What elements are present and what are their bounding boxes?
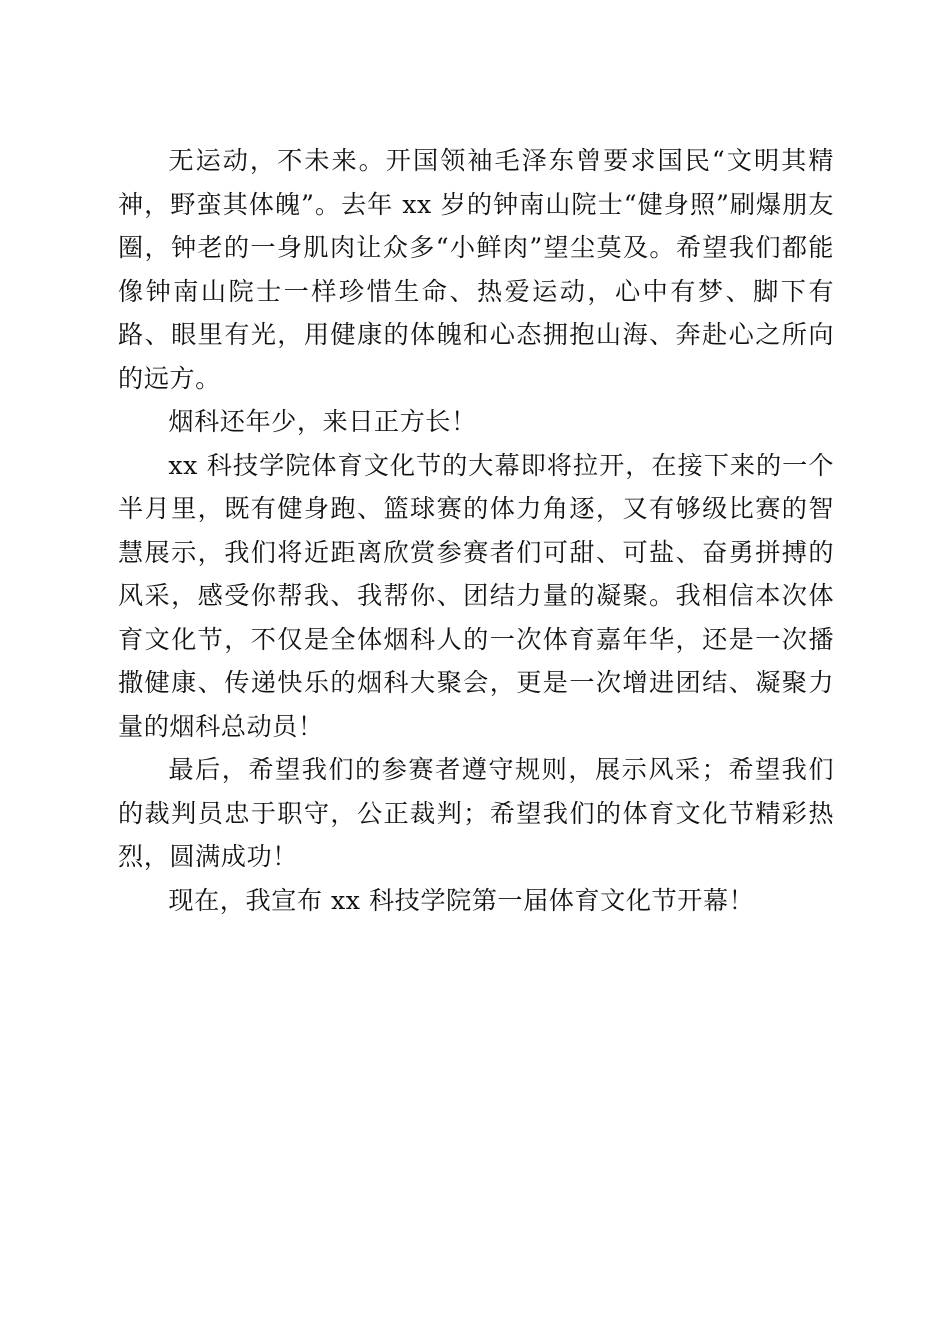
paragraph-opening-declaration: 现在，我宣布 xx 科技学院第一届体育文化节开幕！ <box>168 885 755 915</box>
paragraph-festival-intro: xx 科技学院体育文化节的大幕即将拉开，在接下来的一个半月里，既有健身跑、篮球赛的体力角逐，又有够级比赛的智慧展示，我们将近距离欣赏参赛者们可甜、可盐、奋勇拼搏的风采，感受你帮我、我帮你、团结力量的凝聚。我相信本次体育文化节，不仅是全体烟科人的一次体育嘉年华，还是一次播撒健康、传递快乐的烟科大聚会，更是一次增进团结、凝聚力量的烟科总动员！ <box>118 450 834 741</box>
document-body <box>118 139 834 922</box>
paragraph-exercise-future: 无运动，不未来。开国领袖毛泽东曾要求国民“文明其精神，野蛮其体魄”。去年 xx 岁的钟南山院士“健身照”刷爆朋友圈，钟老的一身肌肉让众多“小鲜肉”望尘莫及。希望我们都能像钟南山院士一样珍惜生命、热爱运动，心中有梦、脚下有路、眼里有光，用健康的体魄和心态拥抱山海、奔赴心之所向的远方。 <box>118 146 834 393</box>
paragraph-young-school: 烟科还年少，来日正方长！ <box>168 407 477 436</box>
paragraph-wishes: 最后，希望我们的参赛者遵守规则，展示风采；希望我们的裁判员忠于职守，公正裁判；希望我们的体育文化节精彩热烈，圆满成功！ <box>118 755 834 871</box>
